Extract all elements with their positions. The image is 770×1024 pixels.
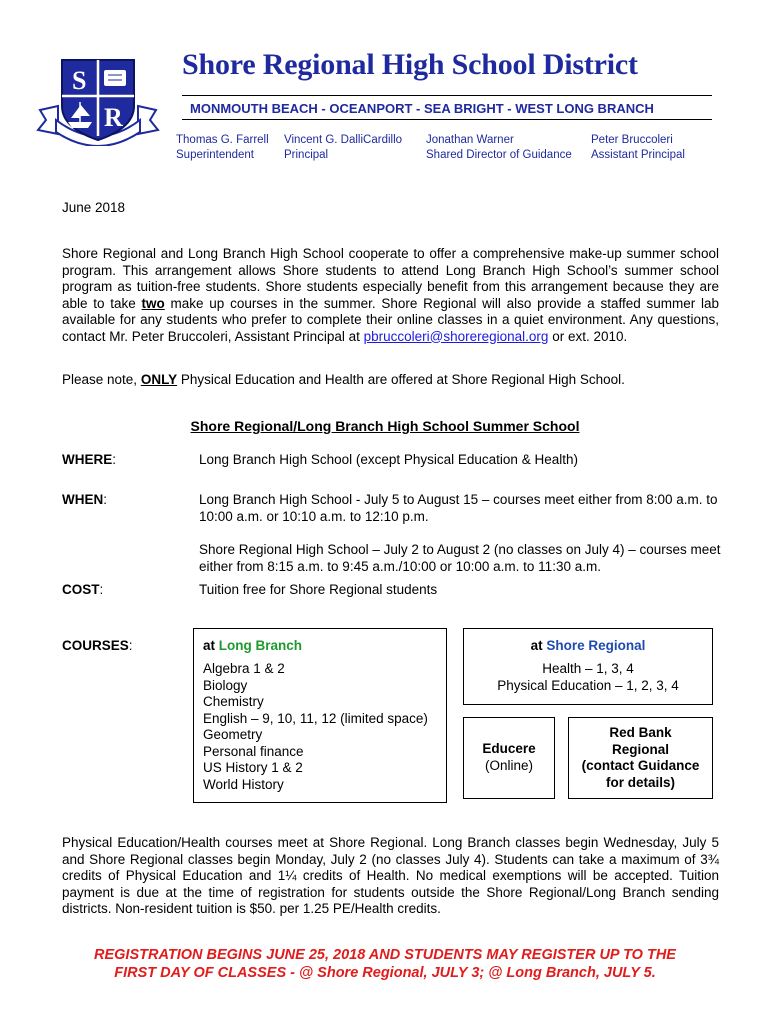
intro-text-2: make up courses in the summer. Shore Regional will also provide a staffed summer lab available for any students who prefer to complete their online classes in a quiet environment. Any questions, contact Mr. Peter Bruccoleri, Assistant Principal at bbox=[62, 295, 719, 344]
list-item: US History 1 & 2 bbox=[203, 760, 303, 775]
list-item: Health – 1, 3, 4 bbox=[542, 661, 634, 676]
intro-text-3: or ext. 2010. bbox=[548, 328, 628, 344]
note-text: Please note, bbox=[62, 372, 141, 387]
shore-regional-course-list bbox=[463, 661, 713, 694]
intro-emphasis: two bbox=[141, 295, 165, 311]
red-bank-line: (contact Guidance bbox=[581, 758, 700, 773]
list-item: Algebra 1 & 2 bbox=[203, 661, 285, 676]
district-logo bbox=[36, 56, 160, 146]
cost-value: Tuition free for Shore Regional students bbox=[199, 582, 438, 597]
svg-text:R: R bbox=[104, 103, 123, 132]
list-item: Physical Education – 1, 2, 3, 4 bbox=[497, 677, 679, 693]
staff-name: Peter Bruccoleri bbox=[591, 134, 673, 146]
district-towns: MONMOUTH BEACH - OCEANPORT - SEA BRIGHT - WEST LONG BRANCH bbox=[190, 101, 654, 116]
note-emphasis: ONLY bbox=[140, 372, 178, 387]
staff-role: Superintendent bbox=[176, 149, 255, 161]
summer-school-title: Shore Regional/Long Branch High School Summer School bbox=[190, 418, 580, 434]
district-title: Shore Regional High School District bbox=[182, 48, 638, 81]
educere-text bbox=[463, 741, 555, 774]
crest-icon bbox=[36, 56, 160, 146]
red-bank-line: Regional bbox=[611, 741, 669, 757]
staff-guidance-director bbox=[426, 133, 572, 163]
staff-name: Thomas G. Farrell bbox=[176, 134, 269, 146]
list-item: English – 9, 10, 11, 12 (limited space) bbox=[203, 710, 428, 726]
staff-role: Assistant Principal bbox=[591, 149, 685, 161]
details-paragraph: Physical Education/Health courses meet at Shore Regional. Long Branch classes begin Wednesday, July 5 and Shore Regional classes begin Monday, July 2 (no classes July 4). Students can take a maximum of 3¾ credits of Physical Education and 1¼ credits of Health. No medical exemptions will be accepted. Tuition payment is due at the time of registration for students outside the Shore Regional/Long Branch sending districts. Non-resident tuition is $50. per 1.25 PE/Health credits. bbox=[62, 835, 719, 916]
staff-role: Shared Director of Guidance bbox=[426, 149, 572, 161]
note-paragraph bbox=[62, 372, 719, 389]
red-bank-line: Red Bank bbox=[609, 725, 672, 740]
staff-role: Principal bbox=[284, 149, 329, 161]
staff-superintendent bbox=[176, 133, 269, 163]
registration-line-1: REGISTRATION BEGINS JUNE 25, 2018 AND STUDENTS MAY REGISTER UP TO THE bbox=[94, 947, 676, 963]
staff-name: Vincent G. DalliCardillo bbox=[284, 134, 403, 146]
cost-label: COST: bbox=[62, 582, 104, 597]
staff-principal bbox=[284, 133, 402, 163]
header-rule-top bbox=[182, 95, 712, 96]
staff-assistant-principal bbox=[591, 133, 685, 163]
list-item: World History bbox=[203, 776, 284, 792]
where-label: WHERE: bbox=[62, 452, 117, 467]
note-text-2: Physical Education and Health are offered at Shore Regional High School. bbox=[177, 372, 625, 387]
list-item: Biology bbox=[203, 677, 248, 693]
contact-email-link[interactable]: pbruccoleri@shoreregional.org bbox=[363, 328, 549, 344]
list-item: Geometry bbox=[203, 727, 263, 742]
red-bank-text bbox=[568, 725, 713, 791]
intro-paragraph bbox=[62, 246, 719, 345]
list-item: Chemistry bbox=[203, 694, 264, 709]
staff-name: Jonathan Warner bbox=[426, 134, 514, 146]
shore-regional-header: at Shore Regional bbox=[530, 638, 646, 653]
when-label: WHEN: bbox=[62, 492, 108, 507]
intro-text: Shore Regional and Long Branch High School cooperate to offer a comprehensive make-up summer school program. This arrangement allows Shore students to attend Long Branch High School’s summer school program as tuition-free students. Shore students especially benefit from this arrangement because they are able to take bbox=[62, 246, 719, 311]
courses-label: COURSES: bbox=[62, 638, 133, 653]
svg-text:S: S bbox=[72, 66, 87, 95]
where-value: Long Branch High School (except Physical Education & Health) bbox=[199, 452, 578, 467]
registration-notice bbox=[40, 946, 730, 982]
educere-note: (Online) bbox=[484, 757, 533, 773]
header-rule-bottom bbox=[182, 119, 712, 120]
when-long-branch: Long Branch High School - July 5 to August 15 – courses meet either from 8:00 a.m. to 10:00 a.m. or 10:10 a.m. to 12:10 p.m. bbox=[199, 492, 718, 524]
registration-line-2: FIRST DAY OF CLASSES - @ Shore Regional, JULY 3; @ Long Branch, JULY 5. bbox=[114, 965, 656, 981]
long-branch-header: at Long Branch bbox=[203, 638, 303, 653]
letter-date: June 2018 bbox=[62, 200, 126, 215]
red-bank-line: for details) bbox=[605, 774, 675, 790]
long-branch-course-list bbox=[203, 661, 428, 793]
list-item: Personal finance bbox=[203, 743, 304, 759]
when-shore-regional: Shore Regional High School – July 2 to August 2 (no classes on July 4) – courses meet either from 8:15 a.m. to 9:45 a.m./10:00 or 10:00 a.m. to 11:30 a.m. bbox=[199, 542, 721, 574]
educere-name: Educere bbox=[482, 741, 536, 756]
